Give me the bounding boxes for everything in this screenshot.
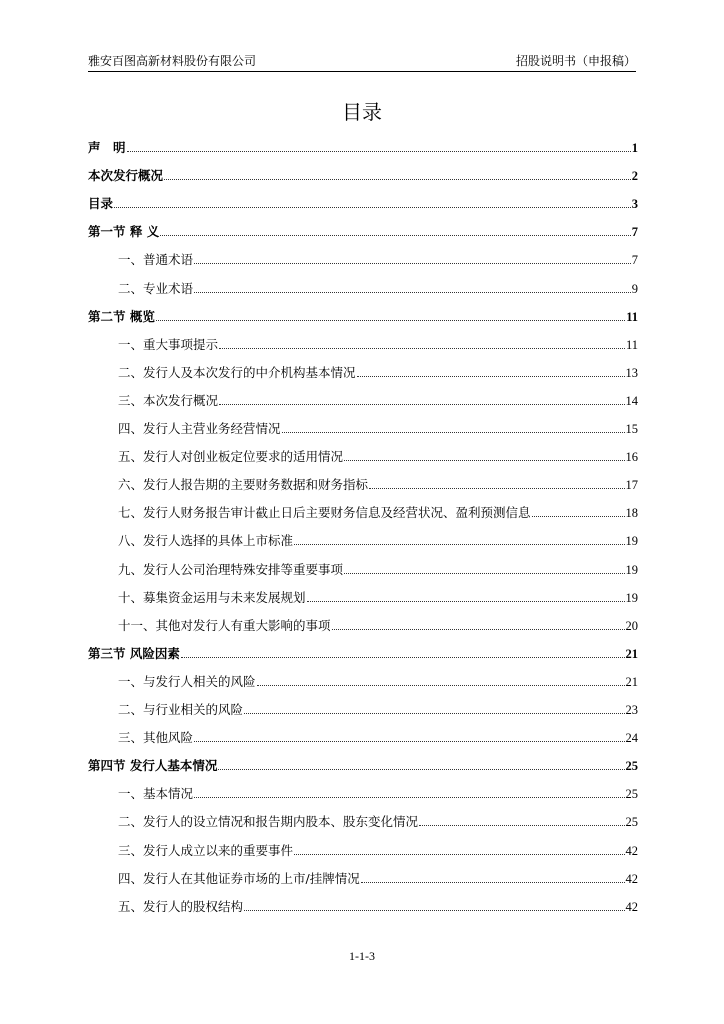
toc-entry-page: 42 xyxy=(625,843,638,858)
toc-dot-leader xyxy=(419,825,624,826)
toc-section-entry[interactable] xyxy=(88,694,638,718)
toc-dot-leader xyxy=(257,685,625,686)
toc-section-entry[interactable] xyxy=(88,835,638,859)
toc-dot-leader xyxy=(344,460,624,461)
toc-dot-leader xyxy=(218,769,624,770)
toc-entry-title: 九、发行人公司治理特殊安排等重要事项 xyxy=(118,561,344,577)
toc-section-entry[interactable] xyxy=(88,357,638,381)
toc-entry-title: 三、发行人成立以来的重要事件 xyxy=(118,842,294,858)
toc-dot-leader xyxy=(307,601,625,602)
toc-entry-title: 二、发行人的设立情况和报告期内股本、股东变化情况 xyxy=(118,814,419,830)
toc-section-entry[interactable] xyxy=(88,497,638,521)
toc-entry-page: 11 xyxy=(626,309,638,324)
toc-dot-leader xyxy=(532,516,625,517)
toc-entry-page: 19 xyxy=(625,562,638,577)
toc-entry-title: 目录 xyxy=(88,196,114,212)
toc-entry-title: 二、与行业相关的风险 xyxy=(118,702,244,717)
toc-chapter-entry[interactable] xyxy=(88,132,638,156)
toc-entry-page: 1 xyxy=(631,141,638,155)
toc-entry-title: 三、本次发行概况 xyxy=(118,392,219,408)
toc-dot-leader xyxy=(194,797,624,798)
toc-dot-leader xyxy=(294,854,624,855)
toc-chapter-entry[interactable] xyxy=(88,160,638,184)
toc-section-entry[interactable] xyxy=(88,891,638,915)
toc-section-entry[interactable] xyxy=(88,582,638,606)
toc-section-entry[interactable] xyxy=(88,778,638,802)
toc-entry-page: 20 xyxy=(625,618,638,633)
toc-section-entry[interactable] xyxy=(88,722,638,746)
toc-dot-leader xyxy=(219,404,624,405)
toc-section-entry[interactable] xyxy=(88,273,638,297)
toc-chapter-entry[interactable] xyxy=(88,188,638,212)
toc-entry-page: 25 xyxy=(625,759,638,774)
toc-section-entry[interactable] xyxy=(88,610,638,634)
toc-entry-page: 18 xyxy=(625,506,638,521)
toc-section-entry[interactable] xyxy=(88,469,638,493)
toc-entry-page: 16 xyxy=(625,450,638,465)
toc-entry-title: 六、发行人报告期的主要财务数据和财务指标 xyxy=(118,477,369,493)
toc-entry-page: 21 xyxy=(625,674,638,689)
page-number: 1-1-3 xyxy=(349,949,375,963)
toc-entry-page: 25 xyxy=(625,787,638,802)
toc-entry-title: 四、发行人主营业务经营情况 xyxy=(118,421,281,436)
toc-entry-page: 19 xyxy=(625,534,638,549)
toc-dot-leader xyxy=(181,657,625,658)
toc-dot-leader xyxy=(219,348,625,349)
toc-section-entry[interactable] xyxy=(88,554,638,578)
header-company-name: 雅安百图高新材料股份有限公司 xyxy=(88,54,257,68)
toc-section-entry[interactable] xyxy=(88,413,638,437)
toc-entry-page: 9 xyxy=(631,281,638,296)
toc-dot-leader xyxy=(332,629,625,630)
toc-entry-page: 42 xyxy=(625,899,638,914)
toc-entry-title: 一、普通术语 xyxy=(118,252,194,268)
toc-dot-leader xyxy=(361,882,625,883)
toc-entry-page: 3 xyxy=(631,197,638,212)
toc-dot-leader xyxy=(127,151,631,152)
toc-entry-page: 17 xyxy=(625,478,638,493)
toc-dot-leader xyxy=(194,741,624,742)
toc-chapter-entry[interactable] xyxy=(88,301,638,325)
toc-entry-page: 25 xyxy=(625,815,638,830)
toc-entry-page: 24 xyxy=(625,731,638,746)
toc-entry-title: 一、与发行人相关的风险 xyxy=(118,673,256,689)
toc-dot-leader xyxy=(160,235,631,236)
toc-entry-page: 23 xyxy=(625,703,638,717)
toc-chapter-entry[interactable] xyxy=(88,750,638,774)
toc-section-entry[interactable] xyxy=(88,244,638,268)
toc-entry-title: 十、募集资金运用与未来发展规划 xyxy=(118,589,306,605)
toc-entry-page: 2 xyxy=(631,169,638,184)
toc-entry-page: 13 xyxy=(625,365,638,380)
page-title: 目录 xyxy=(342,100,382,124)
header-document-type: 招股说明书（申报稿） xyxy=(515,54,636,68)
toc-dot-leader xyxy=(244,910,624,911)
toc-entry-title: 五、发行人对创业板定位要求的适用情况 xyxy=(118,449,344,465)
toc-entry-title: 第二节 概览 xyxy=(88,308,155,324)
toc-dot-leader xyxy=(282,432,625,433)
toc-entry-page: 11 xyxy=(625,337,638,352)
toc-entry-title: 十一、其他对发行人有重大影响的事项 xyxy=(118,617,331,633)
toc-entry-title: 八、发行人选择的具体上市标准 xyxy=(118,533,294,549)
toc-entry-title: 声 明 xyxy=(88,140,126,155)
toc-dot-leader xyxy=(344,573,624,574)
toc-section-entry[interactable] xyxy=(88,329,638,353)
toc-entry-title: 第三节 风险因素 xyxy=(88,645,180,661)
toc-section-entry[interactable] xyxy=(88,385,638,409)
toc-entry-page: 42 xyxy=(625,871,638,886)
toc-dot-leader xyxy=(244,713,624,714)
toc-dot-leader xyxy=(194,263,631,264)
toc-entry-page: 7 xyxy=(631,225,638,240)
toc-dot-leader xyxy=(194,292,631,293)
toc-entry-title: 二、发行人及本次发行的中介机构基本情况 xyxy=(118,364,356,380)
toc-entry-page: 15 xyxy=(625,422,638,436)
toc-entry-title: 一、重大事项提示 xyxy=(118,336,219,352)
toc-dot-leader xyxy=(114,207,631,208)
toc-entry-page: 21 xyxy=(625,646,638,661)
toc-section-entry[interactable] xyxy=(88,525,638,549)
toc-section-entry[interactable] xyxy=(88,441,638,465)
toc-section-entry[interactable] xyxy=(88,666,638,690)
toc-entry-title: 二、专业术语 xyxy=(118,280,194,296)
toc-entry-title: 三、其他风险 xyxy=(118,730,194,746)
toc-entry-page: 14 xyxy=(625,393,638,408)
toc-entry-title: 第一节 释 义 xyxy=(88,224,160,240)
toc-entry-page: 7 xyxy=(631,253,638,268)
toc-section-entry[interactable] xyxy=(88,806,638,830)
toc-entry-title: 四、发行人在其他证券市场的上市/挂牌情况 xyxy=(118,870,360,886)
toc-entry-page: 19 xyxy=(625,590,638,605)
toc-entry-title: 七、发行人财务报告审计截止日后主要财务信息及经营状况、盈利预测信息 xyxy=(118,505,531,521)
toc-chapter-entry[interactable] xyxy=(88,216,638,240)
toc-entry-title: 五、发行人的股权结构 xyxy=(118,898,244,914)
toc-dot-leader xyxy=(294,544,624,545)
toc-entry-title: 第四节 发行人基本情况 xyxy=(88,758,218,774)
toc-entry-title: 一、基本情况 xyxy=(118,786,194,802)
toc-section-entry[interactable] xyxy=(88,863,638,887)
page-header xyxy=(88,50,636,72)
toc-chapter-entry[interactable] xyxy=(88,638,638,662)
toc-dot-leader xyxy=(164,179,631,180)
toc-entry-title: 本次发行概况 xyxy=(88,168,164,184)
toc-dot-leader xyxy=(369,488,624,489)
toc-dot-leader xyxy=(357,376,625,377)
toc-dot-leader xyxy=(156,320,625,321)
